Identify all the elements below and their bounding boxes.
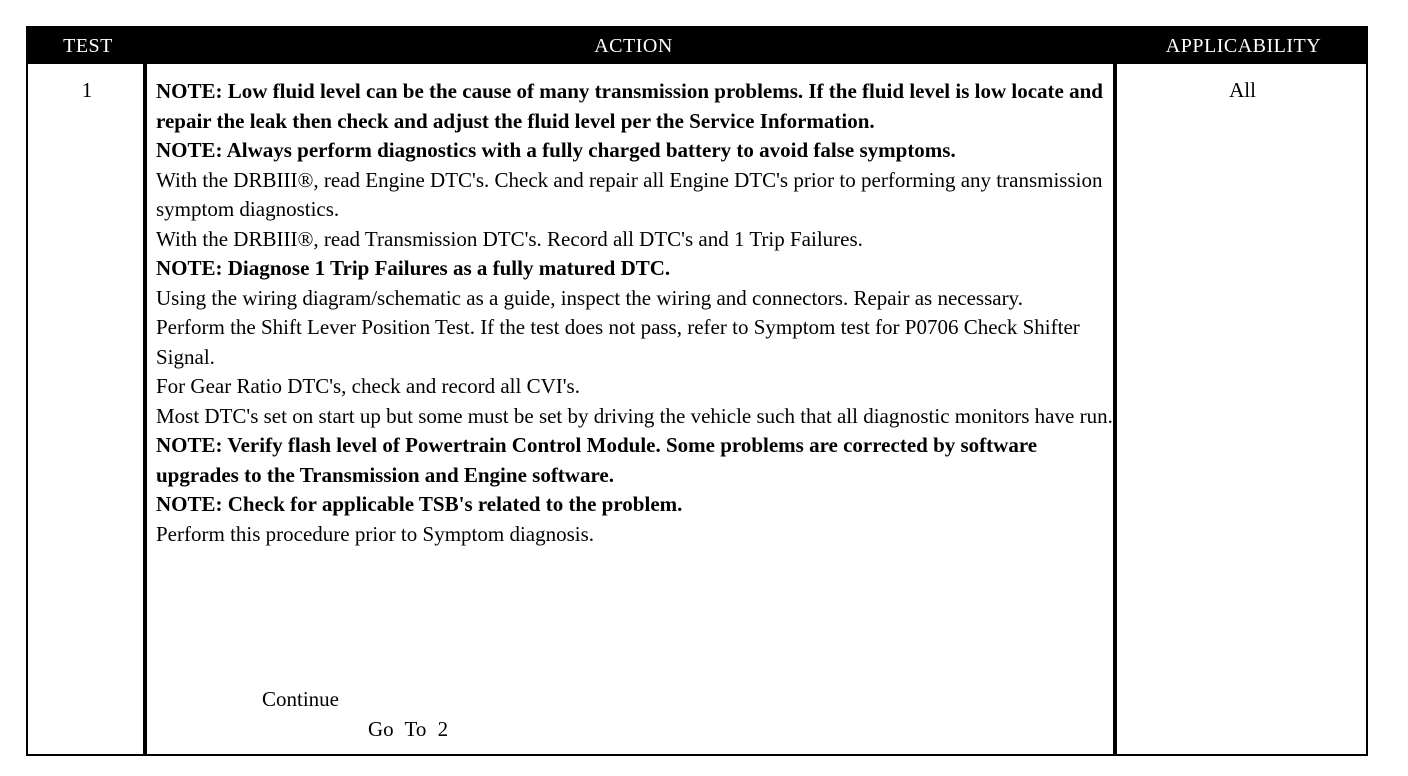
header-test: TEST bbox=[63, 35, 113, 57]
action-step: Most DTC's set on start up but some must be set by driving the vehicle such that all diagnostic monitors have run. bbox=[156, 403, 1113, 428]
action-step: Using the wiring diagram/schematic as a guide, inspect the wiring and connectors. Repair as necessary. bbox=[156, 285, 1023, 310]
action-step: NOTE: Diagnose 1 Trip Failures as a fully matured DTC. bbox=[156, 256, 671, 280]
action-step: Perform the Shift Lever Position Test. If the test does not pass, refer to Symptom test for P0706 Check Shifter Signal. bbox=[156, 315, 1080, 369]
applicability-value: All bbox=[1229, 78, 1256, 102]
action-step: NOTE: Always perform diagnostics with a fully charged battery to avoid false symptoms. bbox=[156, 138, 956, 162]
column-divider bbox=[143, 64, 147, 754]
test-number: 1 bbox=[81, 78, 93, 102]
action-step: Perform this procedure prior to Symptom diagnosis. bbox=[156, 521, 595, 546]
result-continue: Continue bbox=[262, 687, 339, 711]
header-applicability: APPLICABILITY bbox=[1165, 35, 1322, 57]
goto-step bbox=[368, 717, 448, 742]
action-steps bbox=[156, 77, 1114, 549]
action-step: NOTE: Check for applicable TSB's related to the problem. bbox=[156, 492, 683, 516]
action-step: With the DRBIII®, read Transmission DTC's. Record all DTC's and 1 Trip Failures. bbox=[156, 226, 863, 251]
header-action: ACTION bbox=[594, 35, 673, 57]
action-step: For Gear Ratio DTC's, check and record all CVI's. bbox=[156, 374, 580, 398]
goto-target: 2 bbox=[437, 717, 449, 741]
action-step: With the DRBIII®, read Engine DTC's. Check and repair all Engine DTC's prior to performing any transmission symptom diagnostics. bbox=[156, 167, 1103, 221]
table-header bbox=[28, 28, 1366, 64]
diagnostic-table bbox=[26, 26, 1368, 756]
action-step: NOTE: Verify flash level of Powertrain Control Module. Some problems are corrected by software upgrades to the Transmission and Engine software. bbox=[156, 433, 1038, 487]
action-step: NOTE: Low fluid level can be the cause of many transmission problems. If the fluid level is low locate and repair the leak then check and adjust the fluid level per the Service Information. bbox=[156, 79, 1103, 133]
goto-label: Go To bbox=[368, 717, 427, 741]
